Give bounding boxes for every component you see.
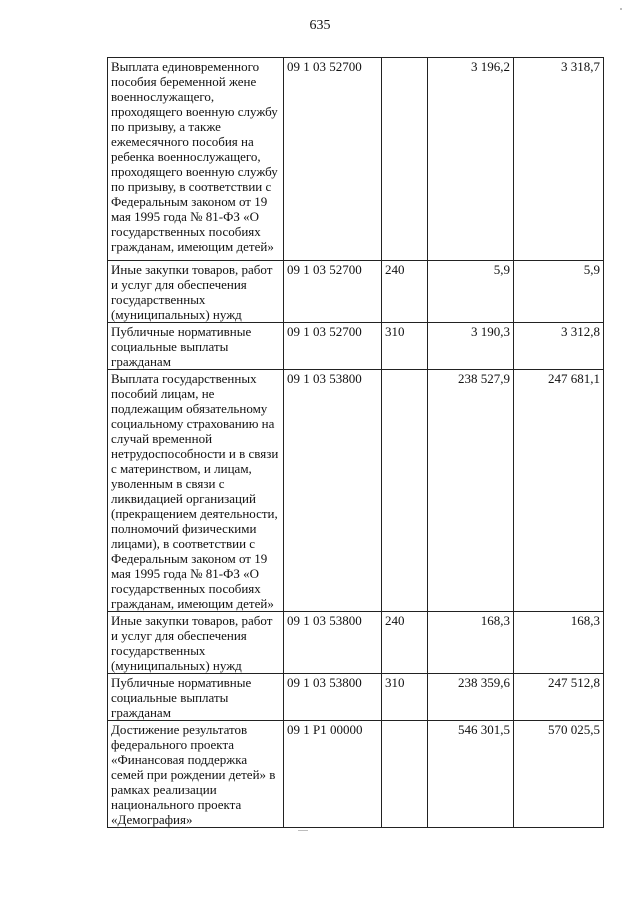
row-vr-cell: 310 (382, 323, 428, 370)
row-value2-cell: 247 681,1 (514, 370, 604, 612)
row-code-cell: 09 1 03 52700 (284, 58, 382, 261)
row-value1-cell: 238 527,9 (428, 370, 514, 612)
scan-speck (620, 8, 622, 10)
budget-table (107, 57, 604, 828)
row-code-cell: 09 1 03 53800 (284, 370, 382, 612)
row-name-cell: Иные закупки товаров, работ и услуг для обеспечения государственных (муниципальных) нужд (108, 612, 284, 674)
row-value2-cell: 570 025,5 (514, 721, 604, 828)
table-row (108, 721, 604, 828)
table-row (108, 674, 604, 721)
row-value2-cell: 247 512,8 (514, 674, 604, 721)
row-value1-cell: 3 196,2 (428, 58, 514, 261)
budget-table-body (108, 58, 604, 828)
scan-speck (298, 830, 308, 831)
row-value2-cell: 3 318,7 (514, 58, 604, 261)
table-row (108, 58, 604, 261)
row-value2-cell: 168,3 (514, 612, 604, 674)
table-row (108, 261, 604, 323)
row-vr-cell (382, 370, 428, 612)
row-name-cell: Публичные нормативные социальные выплаты гражданам (108, 674, 284, 721)
row-code-cell: 09 1 03 52700 (284, 323, 382, 370)
row-code-cell: 09 1 03 53800 (284, 674, 382, 721)
row-code-cell: 09 1 03 53800 (284, 612, 382, 674)
row-vr-cell: 240 (382, 612, 428, 674)
row-value1-cell: 238 359,6 (428, 674, 514, 721)
row-name-cell: Иные закупки товаров, работ и услуг для обеспечения государственных (муниципальных) нужд (108, 261, 284, 323)
row-code-cell: 09 1 P1 00000 (284, 721, 382, 828)
row-value1-cell: 3 190,3 (428, 323, 514, 370)
row-name-cell: Публичные нормативные социальные выплаты гражданам (108, 323, 284, 370)
row-vr-cell: 240 (382, 261, 428, 323)
row-value1-cell: 5,9 (428, 261, 514, 323)
row-name-cell: Достижение результатов федерального проекта «Финансовая поддержка семей при рождении детей» в рамках реализации национального проекта «Демография» (108, 721, 284, 828)
row-code-cell: 09 1 03 52700 (284, 261, 382, 323)
row-value2-cell: 5,9 (514, 261, 604, 323)
row-value1-cell: 546 301,5 (428, 721, 514, 828)
row-value1-cell: 168,3 (428, 612, 514, 674)
row-name-cell: Выплата государственных пособий лицам, не подлежащим обязательному социальному страхованию на случай временной нетрудоспособности и в связи с материнством, и лицам, уволенным в связи с ликвидацией организаций (прекращением деятельности, полномочий физическими лицами), в соответствии с Федеральным законом от 19 мая 1995 года № 81-ФЗ «О государственных пособиях гражданам, имеющим детей» (108, 370, 284, 612)
row-vr-cell: 310 (382, 674, 428, 721)
table-row (108, 370, 604, 612)
row-value2-cell: 3 312,8 (514, 323, 604, 370)
table-row (108, 323, 604, 370)
page-number: 635 (309, 18, 331, 33)
table-row (108, 612, 604, 674)
row-vr-cell (382, 58, 428, 261)
row-name-cell: Выплата единовременного пособия беременной жене военнослужащего, проходящего военную службу по призыву, а также ежемесячного пособия на ребенка военнослужащего, проходящего военную службу по призыву, в соответствии с Федеральным законом от 19 мая 1995 года № 81-ФЗ «О государственных пособиях гражданам, имеющим детей» (108, 58, 284, 261)
row-vr-cell (382, 721, 428, 828)
